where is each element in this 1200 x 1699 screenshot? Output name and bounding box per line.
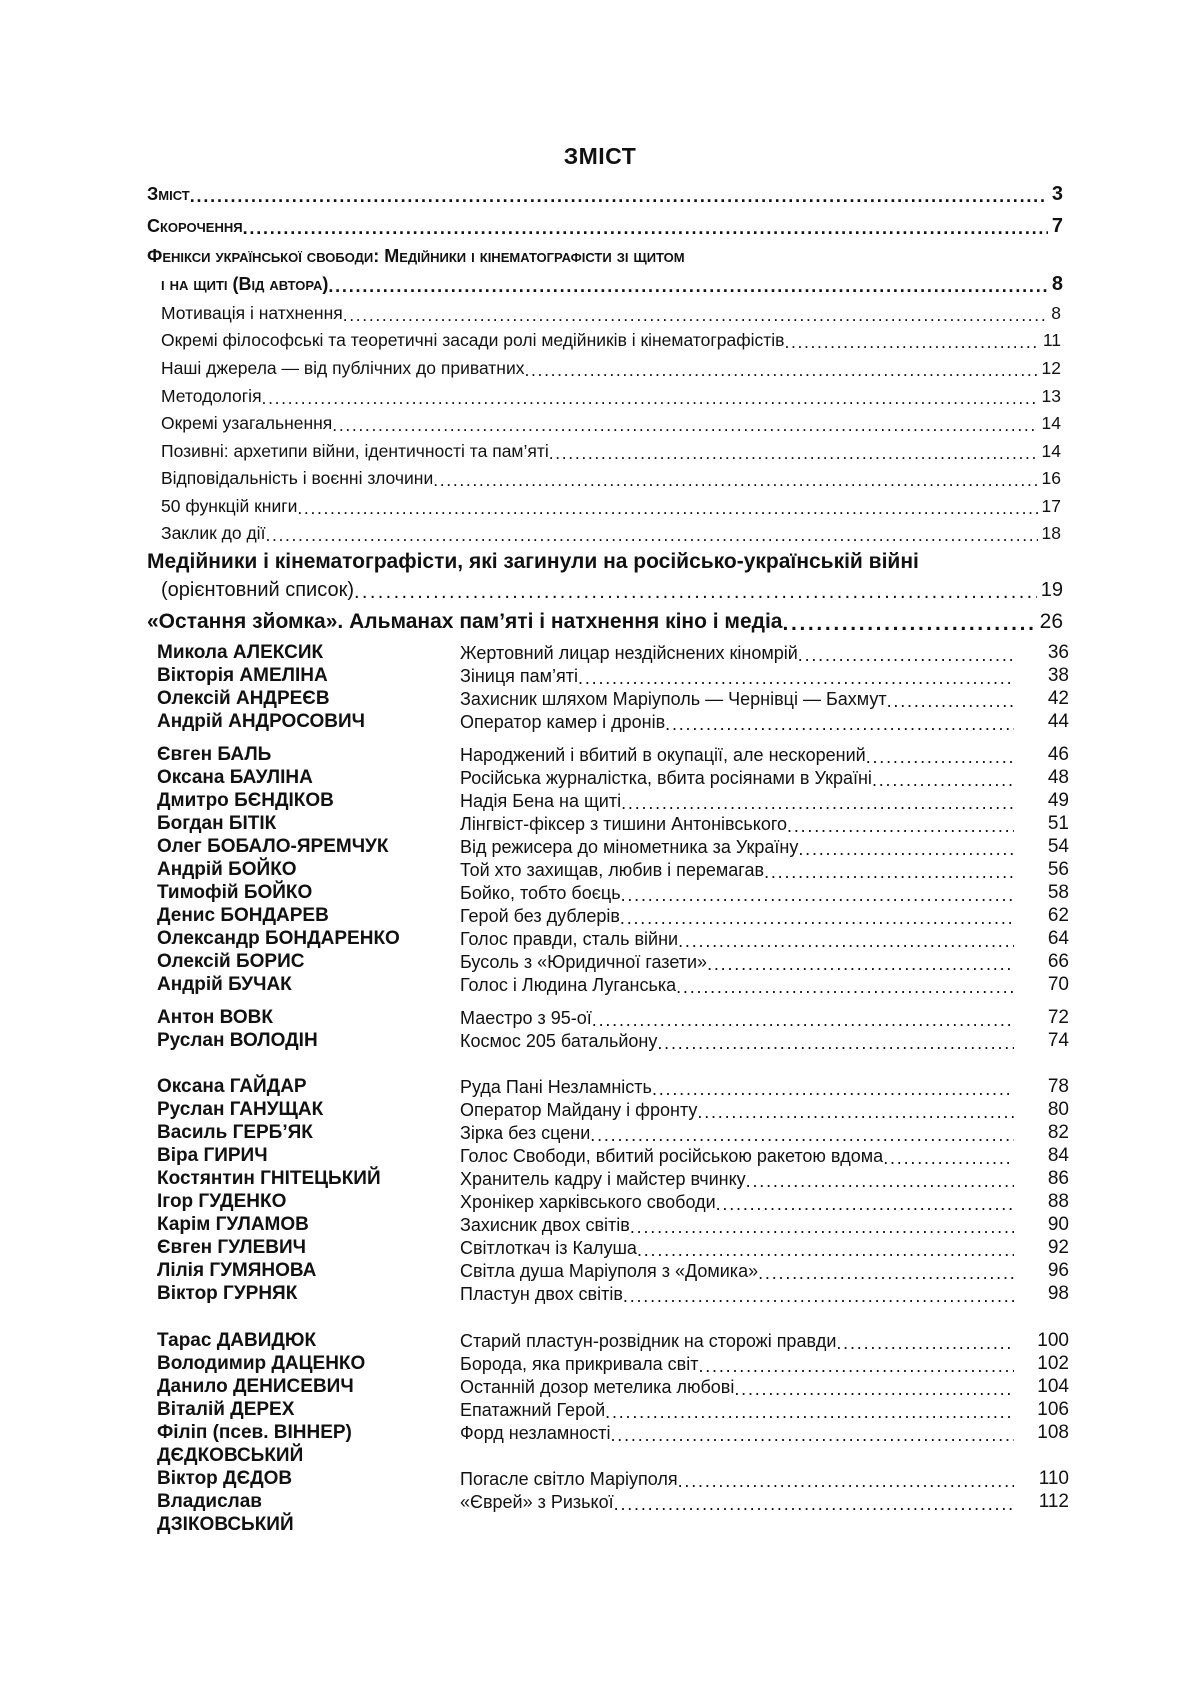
toc-page-number: 49 (1047, 790, 1069, 811)
person-name: Віктор ДЄДОВ (157, 1468, 293, 1489)
toc-page-number: 88 (1047, 1191, 1069, 1212)
person-name: Вікторія АМЕЛІНА (157, 665, 328, 686)
toc-entry-label: і на щиті (Від автора) (161, 274, 329, 294)
toc-page-number: 13 (1041, 386, 1061, 406)
dot-leader (676, 976, 1014, 994)
person-name: Євген ГУЛЕВИЧ (157, 1237, 307, 1258)
person-row[interactable] (157, 1353, 1069, 1376)
person-chapter-title (460, 1214, 1014, 1236)
person-row[interactable] (157, 790, 1069, 813)
chapter-title-text: Пластун двох світів (460, 1284, 623, 1304)
person-row[interactable] (157, 1007, 1069, 1030)
chapter-title-text: Космос 205 батальйону (460, 1031, 658, 1051)
toc-page-number: 8 (1051, 303, 1061, 323)
dot-leader (784, 332, 1038, 350)
person-row[interactable] (157, 665, 1069, 688)
toc-page-number: 19 (1040, 579, 1063, 601)
toc-subentry[interactable] (161, 330, 1061, 351)
person-row[interactable] (157, 711, 1069, 734)
person-row[interactable] (157, 1030, 1069, 1053)
person-row[interactable] (157, 642, 1069, 665)
dot-leader (611, 1424, 1015, 1442)
person-chapter-title (460, 1122, 1014, 1144)
person-chapter-title (460, 711, 1014, 733)
chapter-title-text: Борода, яка прикривала світ (460, 1354, 699, 1374)
toc-subentry-label: Мотивація і натхнення (161, 303, 343, 323)
chapter-title-text: Голос і Людина Луганська (460, 975, 677, 995)
toc-page-number: 7 (1051, 215, 1063, 237)
person-row[interactable] (157, 951, 1069, 974)
toc-page-number: 58 (1047, 882, 1069, 903)
dot-leader (883, 1147, 1014, 1165)
dot-leader (190, 186, 1048, 204)
dot-leader (798, 838, 1014, 856)
dot-leader (887, 690, 1014, 708)
toc-page-number: 66 (1047, 951, 1069, 972)
chapter-title-text: Лінгвіст-фіксер з тишини Антонівського (460, 814, 788, 834)
person-name: Євген БАЛЬ (157, 744, 272, 765)
toc-subentry-label: Окремі філософські та теоретичні засади ролі медійників і кінематографістів (161, 330, 785, 350)
chapter-title-text: «Єврей» з Ризької (460, 1492, 614, 1512)
dot-leader (746, 1170, 1014, 1188)
person-name: Віктор ГУРНЯК (157, 1283, 298, 1304)
toc-page-number: 56 (1047, 859, 1069, 880)
person-row[interactable] (157, 1283, 1069, 1306)
dot-leader (262, 388, 1038, 406)
person-name: Денис БОНДАРЕВ (157, 905, 329, 926)
toc-page-number: 102 (1037, 1353, 1069, 1374)
person-row[interactable] (157, 767, 1069, 790)
dot-leader (620, 907, 1014, 925)
toc-subentry[interactable] (161, 358, 1061, 379)
dot-leader (433, 470, 1037, 488)
person-row[interactable] (157, 1330, 1069, 1353)
dot-leader (836, 1332, 1014, 1350)
dot-leader (697, 1101, 1014, 1119)
toc-subentry[interactable] (161, 496, 1061, 517)
toc-page-number: 51 (1047, 813, 1069, 834)
chapter-title-text: Захисник шляхом Маріуполь — Чернівці — Бахмут (460, 689, 887, 709)
toc-page-number: 98 (1047, 1283, 1069, 1304)
person-row[interactable] (157, 1491, 1069, 1535)
person-name: Оксана БАУЛІНА (157, 767, 313, 788)
toc-page-number: 92 (1047, 1237, 1069, 1258)
chapter-title-text: Хранитель кадру і майстер вчинку (460, 1169, 746, 1189)
person-chapter-title (460, 1260, 1014, 1282)
person-name: Філіп (псев. ВІННЕР) (157, 1422, 352, 1443)
toc-page-number: 112 (1038, 1491, 1069, 1512)
person-name: Данило ДЕНИСЕВИЧ (157, 1376, 354, 1397)
person-row[interactable] (157, 1399, 1069, 1422)
person-chapter-title (460, 1468, 1014, 1490)
toc-subentry[interactable] (161, 303, 1061, 324)
person-chapter-title (460, 1237, 1014, 1259)
person-name: Віталій ДЕРЕХ (157, 1399, 295, 1420)
dot-leader (590, 1124, 1014, 1142)
person-name: Антон ВОВК (157, 1007, 273, 1028)
person-row[interactable] (157, 974, 1069, 997)
dot-leader (549, 443, 1038, 461)
person-row[interactable] (157, 1237, 1069, 1260)
person-name-continued: ДЄДКОВСЬКИЙ (157, 1445, 304, 1466)
person-name: Володимир ДАЦЕНКО (157, 1353, 366, 1374)
toc-entry-label: Зміст (147, 184, 190, 204)
person-row[interactable] (157, 928, 1069, 951)
person-chapter-title (460, 905, 1014, 927)
person-chapter-title (460, 1145, 1014, 1167)
person-name: Тимофій БОЙКО (157, 882, 313, 903)
person-chapter-title (460, 813, 1014, 835)
toc-page-number: 14 (1041, 441, 1061, 461)
chapter-title-text: Бусоль з «Юридичної газети» (460, 952, 708, 972)
dot-leader (872, 769, 1014, 787)
dot-leader (758, 1262, 1014, 1280)
person-name: Руслан ГАНУЩАК (157, 1099, 324, 1120)
chapter-title-text: Оператор Майдану і фронту (460, 1100, 698, 1120)
dot-leader (657, 1032, 1014, 1050)
toc-subentry[interactable] (161, 413, 1061, 434)
toc-subentry-label: Відповідальність і воєнні злочини (161, 468, 434, 488)
person-chapter-title (460, 1007, 1014, 1029)
toc-page-number: 106 (1037, 1399, 1069, 1420)
person-name-continued: ДЗІКОВСЬКИЙ (157, 1514, 294, 1535)
toc-entry-fallen-line1[interactable]: Медійники і кінематографісти, які загинули на російсько-українській війні (147, 550, 919, 573)
person-chapter-title (460, 1030, 1014, 1052)
toc-page-number: 108 (1037, 1422, 1069, 1443)
toc-entry-almanac[interactable] (147, 610, 1063, 634)
person-row[interactable] (157, 744, 1069, 767)
toc-page-number: 48 (1047, 767, 1069, 788)
toc-page-number: 78 (1047, 1076, 1069, 1097)
chapter-title-text: Світла душа Маріуполя з «Домика» (460, 1261, 759, 1281)
person-chapter-title (460, 1491, 1014, 1513)
toc-entry-phoenix-line1[interactable]: Фенікси української свободи: Медійники і кінематографісти зі щитом (147, 246, 685, 266)
dot-leader (623, 1285, 1014, 1303)
toc-entry-contents[interactable] (147, 183, 1063, 206)
person-row[interactable] (157, 905, 1069, 928)
chapter-title-text: Погасле світло Маріуполя (460, 1469, 678, 1489)
dot-leader (798, 644, 1014, 662)
toc-subentry[interactable] (161, 441, 1061, 462)
dot-leader (265, 525, 1037, 543)
person-chapter-title (460, 1283, 1014, 1305)
dot-leader (525, 360, 1038, 378)
chapter-title-text: Епатажний Герой (460, 1400, 606, 1420)
person-row[interactable] (157, 1376, 1069, 1399)
chapter-title-text: Бойко, тобто боєць (460, 883, 621, 903)
chapter-title-text: Зірка без сцени (460, 1123, 591, 1143)
toc-page-number: 3 (1051, 183, 1063, 205)
toc-page-number: 36 (1047, 642, 1069, 663)
toc-page-number: 12 (1041, 358, 1061, 378)
person-chapter-title (460, 1353, 1014, 1375)
person-name: Андрій БУЧАК (157, 974, 292, 995)
person-chapter-title (460, 665, 1014, 687)
chapter-title-text: Російська журналістка, вбита росіянами в Україні (460, 768, 872, 788)
person-row[interactable] (157, 1468, 1069, 1491)
person-chapter-title (460, 1076, 1014, 1098)
toc-page-number: 110 (1038, 1468, 1069, 1489)
dot-leader (630, 1216, 1014, 1234)
toc-subentry[interactable] (161, 386, 1061, 407)
person-name: Ігор ГУДЕНКО (157, 1191, 287, 1212)
page-title: ЗМІСТ (563, 143, 637, 169)
toc-page-number: 11 (1042, 330, 1061, 350)
toc-page-number: 84 (1047, 1145, 1069, 1166)
toc-page-number: 82 (1047, 1122, 1069, 1143)
toc-page-number: 64 (1047, 928, 1069, 949)
dot-leader (678, 1470, 1014, 1488)
person-name: Олексій БОРИС (157, 951, 305, 972)
toc-page-number: 70 (1047, 974, 1069, 995)
toc-page-number: 62 (1047, 905, 1069, 926)
toc-entry-abbreviations[interactable] (147, 215, 1063, 238)
person-name: Микола АЛЕКСИК (157, 642, 324, 663)
person-chapter-title (460, 1330, 1014, 1352)
dot-leader (332, 415, 1037, 433)
chapter-title-text: Останній дозор метелика любові (460, 1377, 735, 1397)
dot-leader (621, 792, 1014, 810)
person-chapter-title (460, 974, 1014, 996)
dot-leader (578, 667, 1014, 685)
chapter-title-text: Зіниця пам’яті (460, 666, 579, 686)
person-name: Андрій АНДРОСОВИЧ (157, 711, 366, 732)
dot-leader (764, 861, 1014, 879)
toc-page-number: 8 (1051, 273, 1063, 295)
person-chapter-title (460, 836, 1014, 858)
dot-leader (698, 1355, 1014, 1373)
person-name: Богдан БІТІК (157, 813, 277, 834)
person-chapter-title (460, 767, 1014, 789)
person-chapter-title (460, 688, 1014, 710)
chapter-title-text: Надія Бена на щиті (460, 791, 622, 811)
person-chapter-title (460, 1099, 1014, 1121)
toc-subentry[interactable] (161, 468, 1061, 489)
toc-subentry-label: Заклик до дії (161, 523, 266, 543)
person-chapter-title (460, 790, 1014, 812)
person-row[interactable] (157, 836, 1069, 859)
toc-page-number: 74 (1047, 1030, 1069, 1051)
person-chapter-title (460, 744, 1014, 766)
person-name: Дмитро БЄНДІКОВ (157, 790, 334, 811)
person-chapter-title (460, 1191, 1014, 1213)
dot-leader (614, 1493, 1014, 1511)
person-row[interactable] (157, 1214, 1069, 1237)
person-name: Олексій АНДРЕЄВ (157, 688, 330, 709)
person-name: Василь ГЕРБ’ЯК (157, 1122, 313, 1143)
toc-entry-fallen[interactable] (161, 579, 1063, 602)
toc-subentry-label: Наші джерела — від публічних до приватних (161, 358, 525, 378)
chapter-title-text: Старий пластун-розвідник на сторожі правди (460, 1331, 837, 1351)
toc-page-number: 104 (1037, 1376, 1069, 1397)
dot-leader (605, 1401, 1014, 1419)
chapter-title-text: Голос правди, сталь війни (460, 929, 679, 949)
chapter-title-text: Той хто захищав, любив і перемагав (460, 860, 765, 880)
toc-page-number: 100 (1037, 1330, 1069, 1351)
toc-page-number: 38 (1047, 665, 1069, 686)
dot-leader (866, 746, 1014, 764)
person-chapter-title (460, 1399, 1014, 1421)
person-row[interactable] (157, 688, 1069, 711)
person-row[interactable] (157, 1260, 1069, 1283)
chapter-title-text: Маестро з 95-ої (460, 1008, 592, 1028)
toc-page-number: 90 (1047, 1214, 1069, 1235)
toc-page-number: 17 (1041, 496, 1061, 516)
dot-leader (243, 218, 1048, 236)
chapter-title-text: Руда Пані Незламність (460, 1077, 652, 1097)
dot-leader (621, 884, 1014, 902)
dot-leader (787, 815, 1014, 833)
chapter-title-text: Форд незламності (460, 1423, 611, 1443)
toc-page-number: 80 (1047, 1099, 1069, 1120)
dot-leader (783, 612, 1036, 633)
person-name: Владислав (157, 1491, 262, 1512)
dot-leader (328, 276, 1048, 294)
toc-page-number: 42 (1047, 688, 1069, 709)
dot-leader (734, 1378, 1014, 1396)
person-row[interactable] (157, 1191, 1069, 1214)
dot-leader (343, 305, 1048, 323)
person-name: Оксана ГАЙДАР (157, 1076, 307, 1097)
person-name: Андрій БОЙКО (157, 859, 297, 880)
person-row[interactable] (157, 1145, 1069, 1168)
chapter-title-text: Голос Свободи, вбитий російською ракетою вдома (460, 1146, 884, 1166)
toc-entry-phoenix[interactable] (161, 273, 1063, 296)
person-chapter-title (460, 951, 1014, 973)
toc-entry-label: (орієнтовний список) (161, 579, 354, 601)
person-row[interactable] (157, 882, 1069, 905)
person-chapter-title (460, 859, 1014, 881)
person-row[interactable] (157, 1099, 1069, 1122)
toc-subentry-label: 50 функцій книги (161, 496, 298, 516)
chapter-title-text: Оператор камер і дронів (460, 712, 666, 732)
dot-leader (297, 498, 1037, 516)
toc-subentry[interactable] (161, 523, 1061, 544)
chapter-title-text: Захисник двох світів (460, 1215, 630, 1235)
toc-entry-label: «Остання зйомка». Альманах пам’яті і натхнення кіно і медіа (147, 610, 783, 633)
person-chapter-title (460, 1376, 1014, 1398)
person-chapter-title (460, 1168, 1014, 1190)
toc-page-number: 46 (1047, 744, 1069, 765)
dot-leader (652, 1078, 1014, 1096)
dot-leader (665, 713, 1014, 731)
toc-page-number: 72 (1047, 1007, 1069, 1028)
person-row[interactable] (157, 1168, 1069, 1191)
chapter-title-text: Від режисера до мінометника за Україну (460, 837, 799, 857)
toc-page-number: 96 (1047, 1260, 1069, 1281)
dot-leader (707, 953, 1014, 971)
dot-leader (637, 1239, 1014, 1257)
person-row[interactable] (157, 1422, 1069, 1466)
person-row[interactable] (157, 859, 1069, 882)
person-name: Лілія ГУМЯНОВА (157, 1260, 317, 1281)
person-chapter-title (460, 928, 1014, 950)
person-chapter-title (460, 1422, 1014, 1444)
dot-leader (716, 1193, 1014, 1211)
chapter-title-text: Народжений і вбитий в окупації, але нескорений (460, 745, 866, 765)
toc-page-number: 16 (1041, 468, 1061, 488)
person-name: Руслан ВОЛОДІН (157, 1030, 318, 1051)
toc-page-number: 54 (1047, 836, 1069, 857)
person-chapter-title (460, 642, 1014, 664)
person-row[interactable] (157, 813, 1069, 836)
chapter-title-text: Хронікер харківського свободи (460, 1192, 716, 1212)
toc-page-number: 86 (1047, 1168, 1069, 1189)
toc-entry-label: Скорочення (147, 216, 243, 236)
person-name: Костянтин ГНІТЕЦЬКИЙ (157, 1168, 381, 1189)
person-name: Тарас ДАВИДЮК (157, 1330, 317, 1351)
toc-subentry-label: Окремі узагальнення (161, 413, 333, 433)
toc-page-number: 14 (1041, 413, 1061, 433)
dot-leader (354, 581, 1037, 601)
chapter-title-text: Герой без дублерів (460, 906, 620, 926)
person-name: Олег БОБАЛО-ЯРЕМЧУК (157, 836, 389, 857)
chapter-title-text: Світлоткач із Калуша (460, 1238, 637, 1258)
toc-page-number: 44 (1047, 711, 1069, 732)
toc-subentry-label: Позивні: архетипи війни, ідентичності та пам’яті (161, 441, 549, 461)
person-name: Віра ГИРИЧ (157, 1145, 268, 1166)
toc-page-number: 26 (1039, 610, 1063, 633)
person-chapter-title (460, 882, 1014, 904)
dot-leader (678, 930, 1014, 948)
toc-page-number: 18 (1041, 523, 1061, 543)
person-name: Олександр БОНДАРЕНКО (157, 928, 400, 949)
person-name: Карім ГУЛАМОВ (157, 1214, 309, 1235)
dot-leader (592, 1009, 1014, 1027)
toc-subentry-label: Методологія (161, 386, 262, 406)
person-row[interactable] (157, 1076, 1069, 1099)
person-row[interactable] (157, 1122, 1069, 1145)
chapter-title-text: Жертовний лицар нездійснених кіномрій (460, 643, 798, 663)
